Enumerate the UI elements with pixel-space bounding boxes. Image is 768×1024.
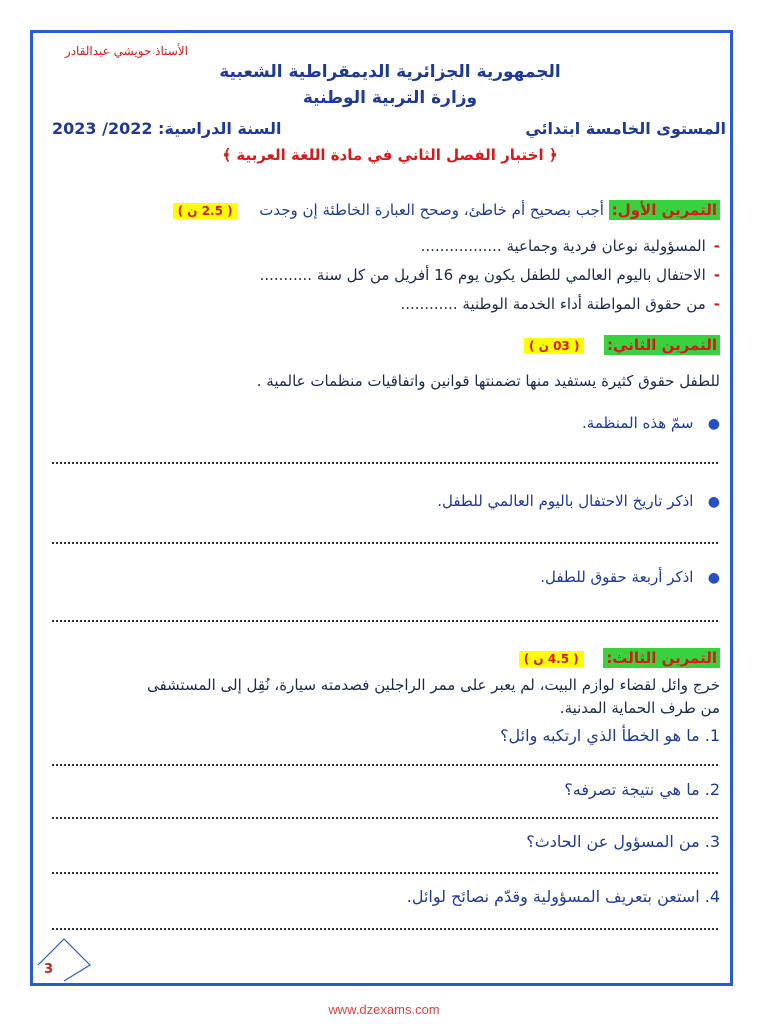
exercise1-item <box>80 237 720 255</box>
exercise1-item <box>80 295 720 313</box>
answer-line <box>52 928 718 930</box>
exercise2-text: للطفل حقوق كثيرة يستفيد منها تضمنتها قوانين واتفاقيات منظمات عالمية . <box>256 372 720 390</box>
dash-marker: - <box>713 237 720 255</box>
answer-line <box>52 817 718 819</box>
exercise3-text-line1: خرج وائل لقضاء لوازم البيت، لم يعبر على ممر الراجلين فصدمته سيارة، نُقِل إلى المستشفى <box>146 676 720 694</box>
exercise2-score: ( 03 ن ) <box>524 338 584 354</box>
footer-url[interactable]: www.dzexams.com <box>328 1002 440 1017</box>
school-year: السنة الدراسية: 2022/ 2023 <box>52 119 282 138</box>
exercise2-question <box>80 492 720 510</box>
answer-line <box>52 542 718 544</box>
exercise1-item-text: من حقوق المواطنة أداء الخدمة الوطنية ............ <box>400 295 706 313</box>
exercise3-question: 2. ما هي نتيجة تصرفه؟ <box>564 780 720 799</box>
exercise1-header <box>48 201 720 219</box>
exercise2-question-text: سمّ هذه المنظمة. <box>582 414 694 432</box>
exercise1-label: التمرين الأول: <box>609 200 720 220</box>
exercise3-label: التمرين الثالث: <box>603 648 720 668</box>
exercise2-question-text: اذكر تاريخ الاحتفال باليوم العالمي للطفل. <box>437 492 694 510</box>
exercise2-question <box>80 414 720 432</box>
exercise1-instruction: أجب بصحيح أم خاطئ، وصحح العبارة الخاطئة إن وجدت <box>259 201 604 219</box>
exercise1-score: ( 2.5 ن ) <box>173 203 238 219</box>
exercise3-header <box>48 649 720 667</box>
exercise3-question: 4. استعن بتعريف المسؤولية وقدّم نصائح لوائل. <box>406 887 720 906</box>
answer-line <box>52 764 718 766</box>
ministry-title: وزارة التربية الوطنية <box>302 88 478 108</box>
exercise1-item-text: المسؤولية نوعان فردية وجماعية ................. <box>420 237 706 255</box>
teacher-name: الأستاذ حويشي عبدالقادر <box>64 44 188 58</box>
exam-title: ﴿ اختبار الفصل الثاني في مادة اللغة العربية ﴾ <box>222 146 558 164</box>
exercise3-question: 1. ما هو الخطأ الذي ارتكبه وائل؟ <box>500 726 720 745</box>
exercise1-item <box>80 266 720 284</box>
exercise2-question-text: اذكر أربعة حقوق للطفل. <box>540 568 694 586</box>
dash-marker: - <box>713 266 720 284</box>
exercise2-label: التمرين الثاني: <box>604 335 720 355</box>
exercise1-item-text: الاحتفال باليوم العالمي للطفل يكون يوم 16 أفريل من كل سنة ........... <box>259 266 706 284</box>
bullet-marker: ● <box>707 494 720 510</box>
dash-marker: - <box>713 295 720 313</box>
page-number: 3 <box>44 962 54 977</box>
exercise2-header <box>48 336 720 354</box>
bullet-marker: ● <box>707 416 720 432</box>
bullet-marker: ● <box>707 570 720 586</box>
level-label: المستوى الخامسة ابتدائي <box>525 119 726 138</box>
answer-line <box>52 872 718 874</box>
exercise3-question: 3. من المسؤول عن الحادث؟ <box>526 832 720 851</box>
answer-line <box>52 462 718 464</box>
exercise3-text-line2: من طرف الحماية المدنية. <box>559 699 720 717</box>
answer-line <box>52 620 718 622</box>
republic-title: الجمهورية الجزائرية الديمقراطية الشعبية <box>219 62 561 82</box>
exercise2-question <box>80 568 720 586</box>
exercise3-score: ( 4.5 ن ) <box>519 651 584 667</box>
